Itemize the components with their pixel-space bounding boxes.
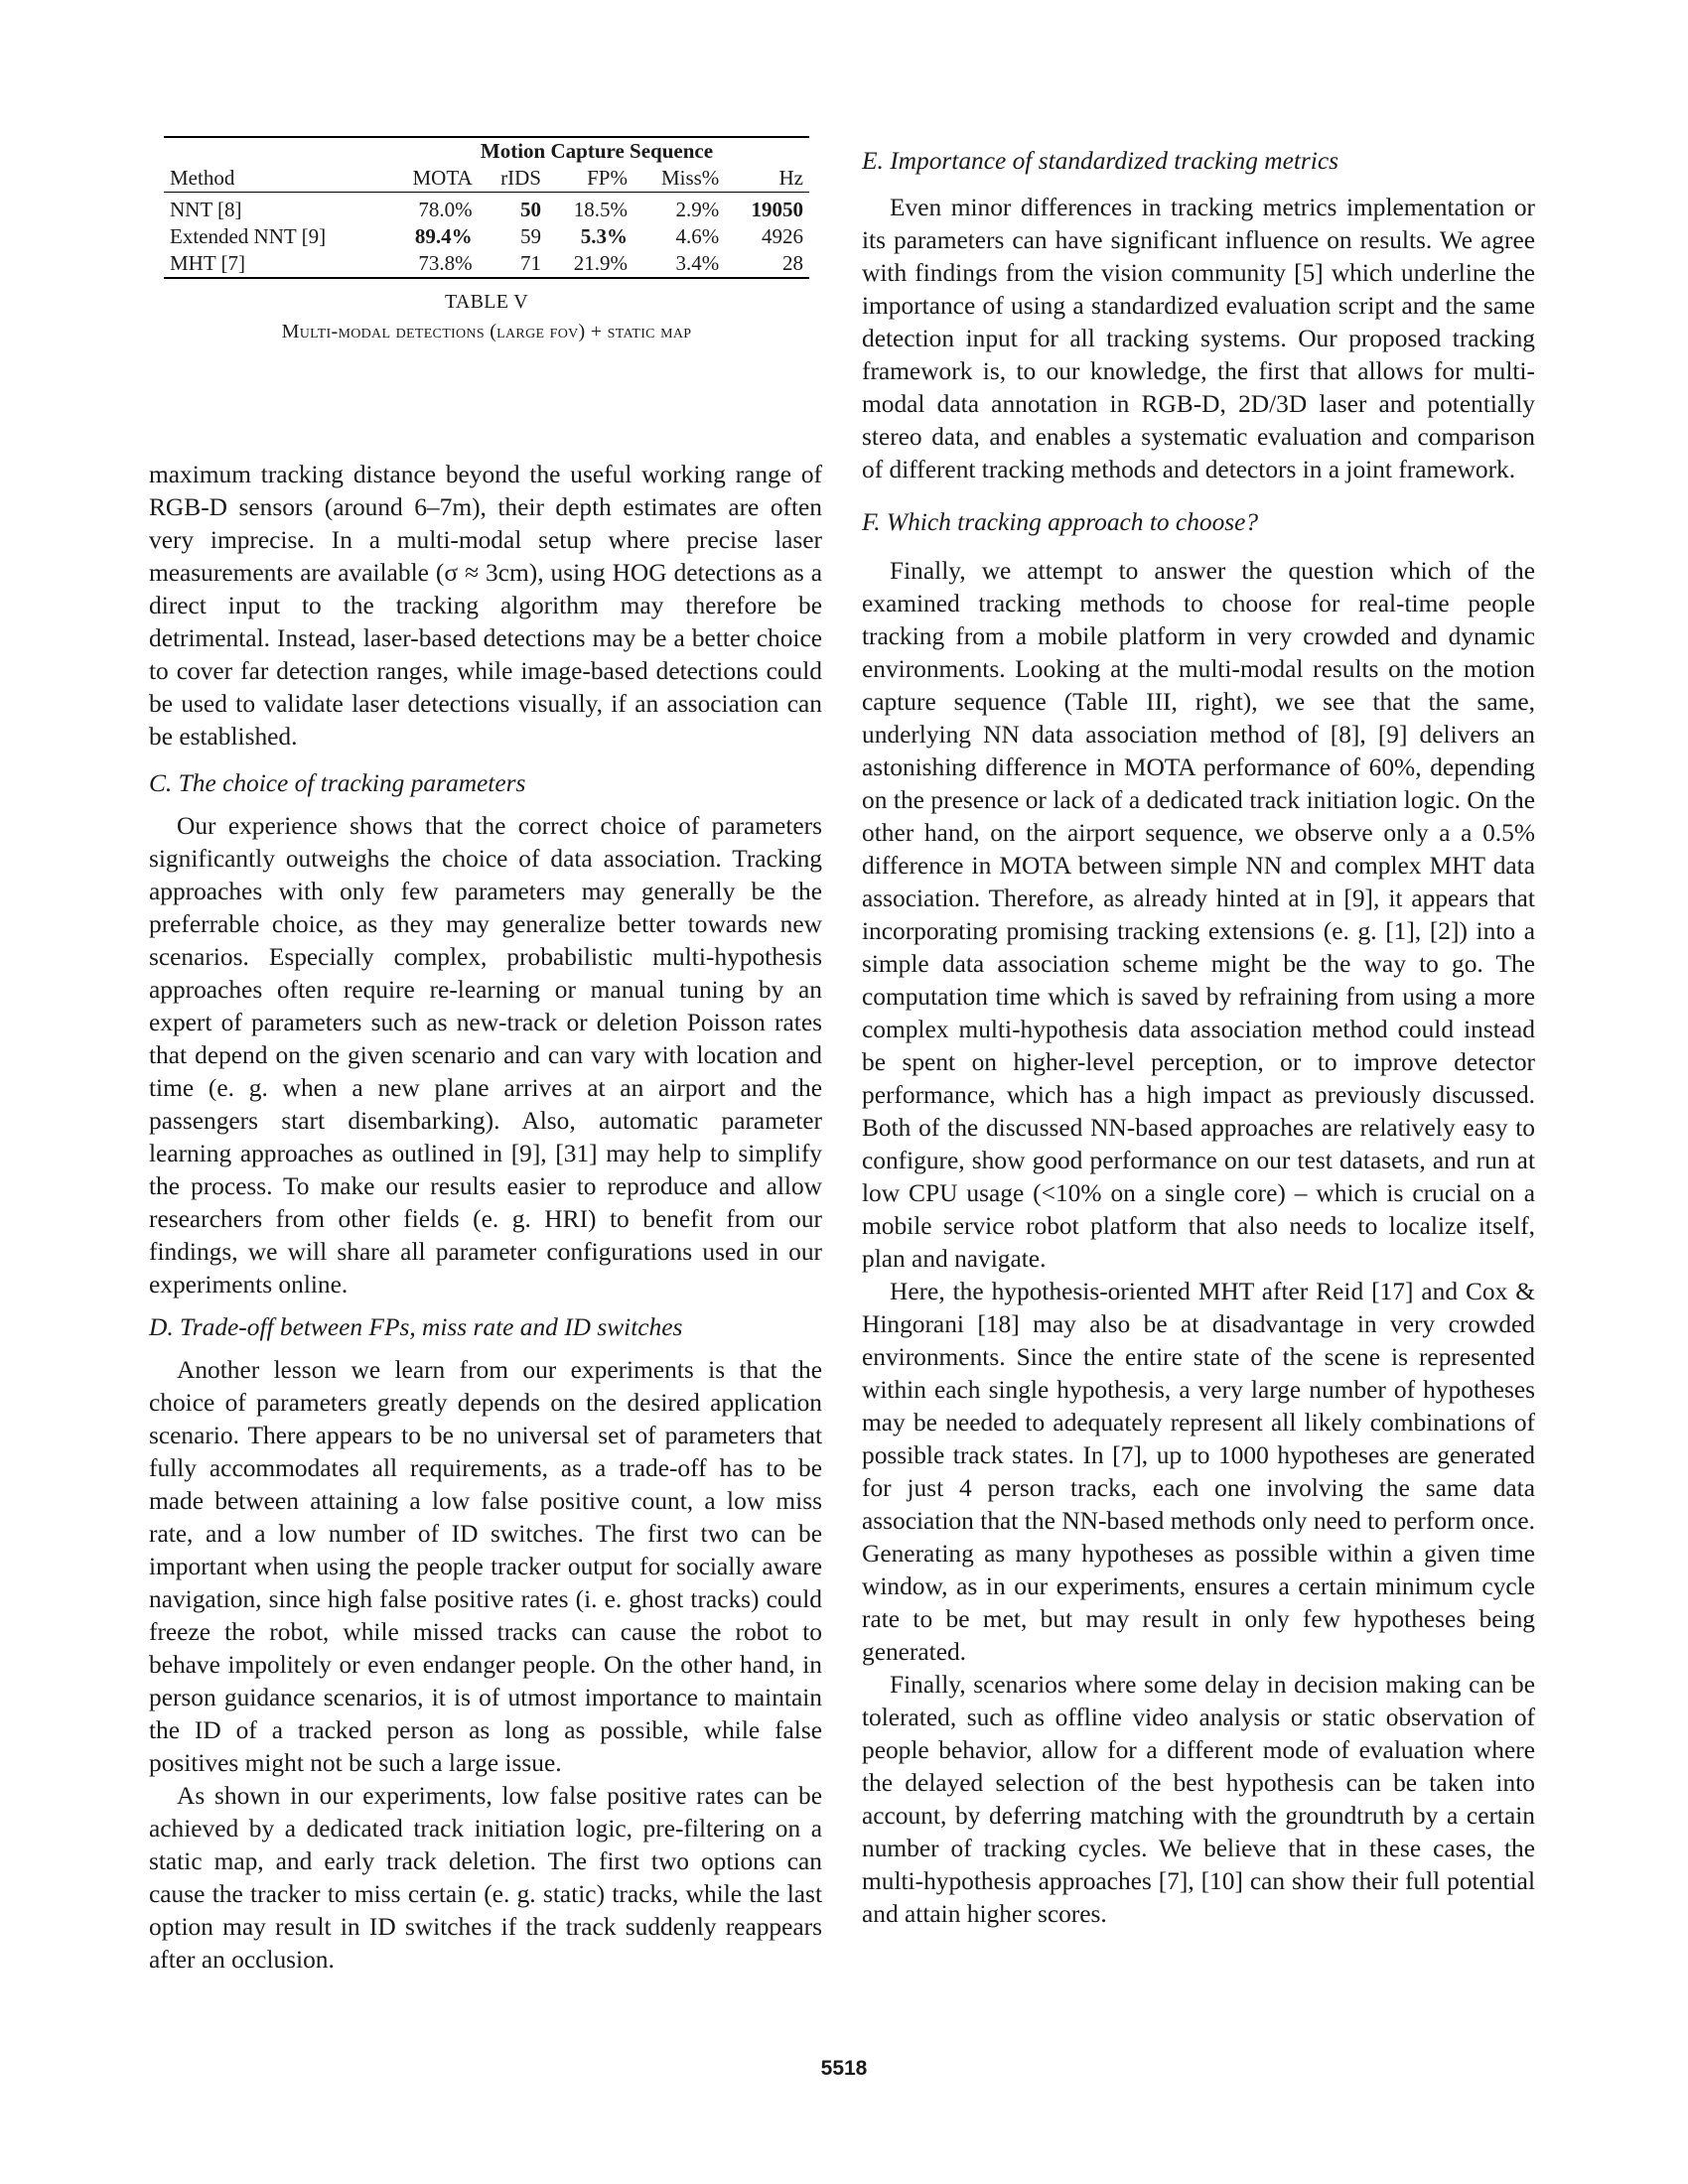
cell-hz: 4926 [762,223,803,248]
right-column [862,145,1535,1931]
paragraph: Here, the hypothesis-oriented MHT after Reid [17] and Cox & Hingorani [18] may also be at disadvantage in very crowded environments. Since the entire state of the scene is represented within each single hypothesis, a very large number of hypotheses may be needed to adequately represent all likely combinations of possible track states. In [7], up to 1000 hypotheses are generated for just 4 person tracks, each one involving the same data association that the NN-based methods only need to perform once. Generating as many hypotheses as possible within a given time window, as in our experiments, ensures a certain minimum cycle rate to be met, but may result in only few hypotheses being generated. [862,1278,1535,1666]
section-heading-c: C. The choice of tracking parameters [149,769,526,797]
col-rids: rIDS [500,166,541,190]
table-label: TABLE V [444,290,528,313]
col-miss: Miss% [660,166,720,190]
results-table [164,136,809,279]
page-number: 5518 [820,2057,868,2080]
paragraph: Our experience shows that the correct choice of parameters significantly outweighs the choice of data association. Tracking approaches with only few parameters may generally be the preferrable choice, as they may generalize better towards new scenarios. Especially complex, probabilistic multi-hypothesis approaches often require re-learning or manual tuning by an expert of parameters such as new-track or deletion Poisson rates that depend on the given scenario and can vary with location and time (e. g. when a new plane arrives at an airport and the passengers start disembarking). Also, automatic parameter learning approaches as outlined in [9], [31] may help to simplify the process. To make our results easier to reproduce and allow researchers from other fields (e. g. HRI) to benefit from our findings, we will share all parameter configurations used in our experiments online. [149,812,822,1298]
cell-fp: 18.5% [573,197,628,221]
cell-rids: 50 [520,197,541,221]
cell-rids: 59 [520,223,541,248]
table-row [164,223,809,250]
table-caption: Multi-modal detections (large fov) + static map [281,320,692,342]
table-header-row [164,165,809,193]
cell-miss: 3.4% [675,250,720,275]
cell-fp: 21.9% [573,250,628,275]
col-fp: FP% [587,166,628,190]
table-group-header: Motion Capture Sequence [480,139,714,163]
paragraph: Finally, we attempt to answer the question which of the examined tracking methods to choose for real-time people tracking from a mobile platform in very crowded and dynamic environments. Looking at the multi-modal results on the motion capture sequence (Table III, right), we see that the same, underlying NN data association method of [8], [9] delivers an astonishing difference in MOTA performance of 60%, depending on the presence or lack of a dedicated track initiation logic. On the other hand, on the airport sequence, we observe only a a 0.5% difference in MOTA between simple NN and complex MHT data association. Therefore, as already hinted at in [9], it appears that incorporating promising tracking extensions (e. g. [1], [2]) into a simple data association scheme might be the way to go. The computation time which is saved by refraining from using a more complex multi-hypothesis data association method could instead be spent on higher-level perception, or to improve detector performance, which has a high impact as previously discussed. Both of the discussed NN-based approaches are relatively easy to configure, show good performance on our test datasets, and run at low CPU usage (<10% on a single core) – which is crucial on a mobile service robot platform that also needs to localize itself, plan and navigate. [862,557,1535,1273]
paragraph: Even minor differences in tracking metrics implementation or its parameters can have significant influence on results. We agree with findings from the vision community [5] which underline the importance of using a standardized evaluation script and the same detection input for all tracking systems. Our proposed tracking framework is, to our knowledge, the first that allows for multi-modal data annotation in RGB-D, 2D/3D laser and potentially stereo data, and enables a systematic evaluation and comparison of different tracking methods and detectors in a joint framework. [862,194,1535,483]
col-hz: Hz [778,166,803,190]
cell-method: NNT [8] [170,197,242,221]
paragraph: As shown in our experiments, low false positive rates can be achieved by a dedicated track initiation logic, pre-filtering on a static map, and early track deletion. The first two options can cause the tracker to miss certain (e. g. static) tracks, while the last option may result in ID switches if the track suddenly reappears after an occlusion. [149,1782,822,1974]
col-method: Method [170,166,235,190]
cell-mota: 89.4% [414,223,473,248]
cell-fp: 5.3% [580,223,628,248]
section-heading-d: D. Trade-off between FPs, miss rate and ID switches [149,1313,683,1341]
cell-mota: 73.8% [418,250,473,275]
table-row [164,193,809,223]
cell-miss: 4.6% [675,223,720,248]
table-v [164,136,809,346]
cell-miss: 2.9% [675,197,720,221]
section-heading-e: E. Importance of standardized tracking metrics [862,147,1339,175]
paragraph: maximum tracking distance beyond the useful working range of RGB-D sensors (around 6–7m), their depth estimates are often very imprecise. In a multi-modal setup where precise laser measurements are available (σ ≈ 3cm), using HOG detections as a direct input to the tracking algorithm may therefore be detrimental. Instead, laser-based detections may be a better choice to cover far detection ranges, while image-based detections could be used to validate laser detections visually, if an association can be established. [149,461,822,751]
left-column [149,459,822,1977]
cell-method: Extended NNT [9] [170,223,327,248]
cell-mota: 78.0% [418,197,473,221]
col-mota: MOTA [412,166,473,190]
cell-rids: 71 [520,250,541,275]
table-row [164,250,809,278]
paragraph: Finally, scenarios where some delay in decision making can be tolerated, such as offline video analysis or static observation of people behavior, allow for a different mode of evaluation where the delayed selection of the best hypothesis can be taken into account, by deferring matching with the groundtruth by a certain number of tracking cycles. We believe that in these cases, the multi-hypothesis approaches [7], [10] can show their full potential and attain higher scores. [862,1671,1535,1928]
cell-hz: 28 [782,250,803,275]
section-heading-f: F. Which tracking approach to choose? [862,508,1259,536]
cell-hz: 19050 [751,197,803,221]
paragraph: Another lesson we learn from our experiments is that the choice of parameters greatly depends on the desired application scenario. There appears to be no universal set of parameters that fully accommodates all requirements, as a trade-off has to be made between attaining a low false positive count, a low miss rate, and a low number of ID switches. The first two can be important when using the people tracker output for socially aware navigation, since high false positive rates (i. e. ghost tracks) could freeze the robot, while missed tracks can cause the robot to behave impolitely or even endanger people. On the other hand, in person guidance scenarios, it is of utmost importance to maintain the ID of a tracked person as long as possible, while false positives might not be such a large issue. [149,1356,822,1777]
cell-method: MHT [7] [170,250,246,275]
